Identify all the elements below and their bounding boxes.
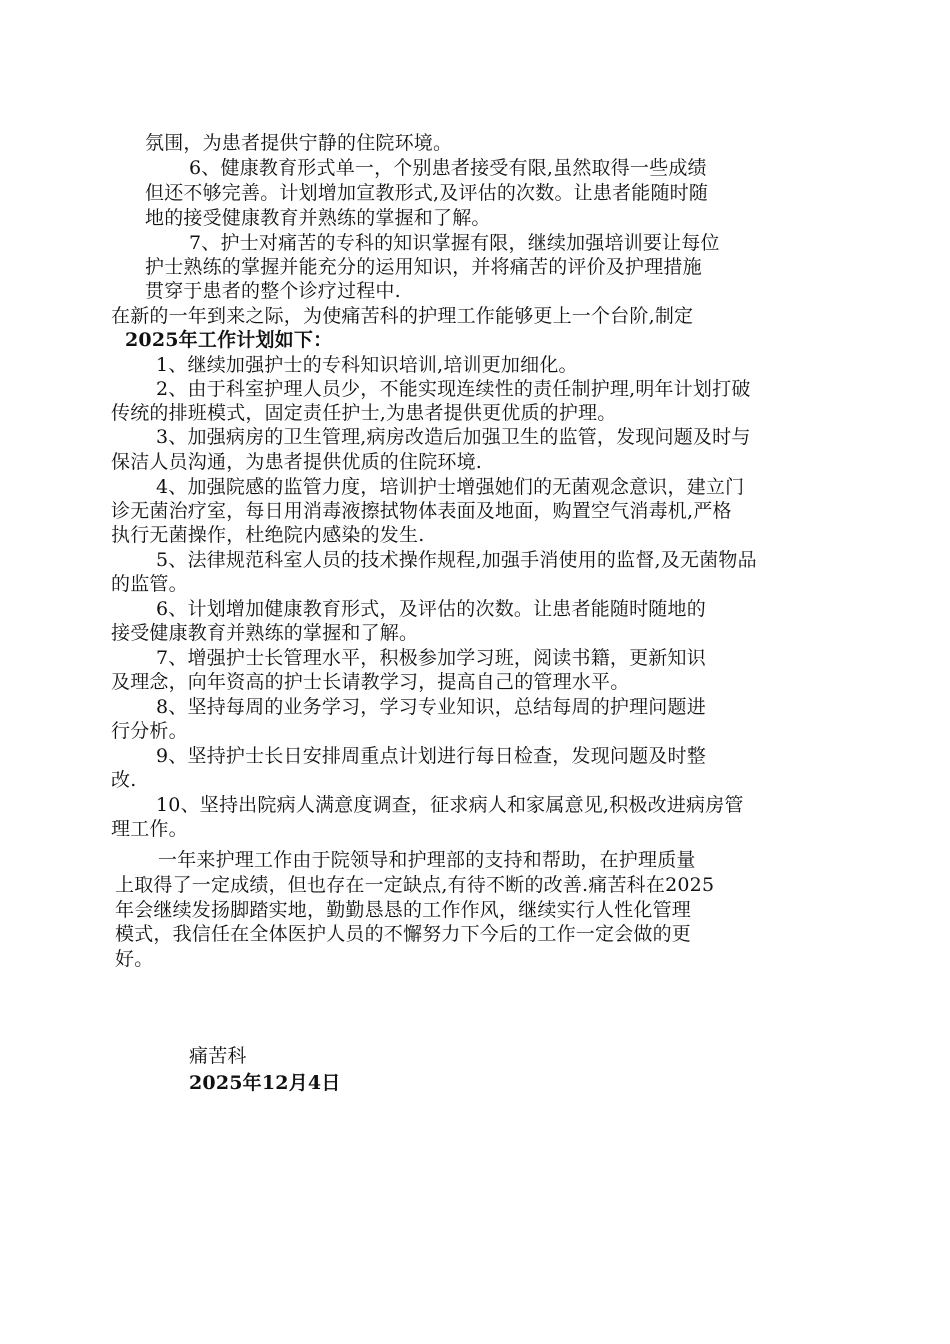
text-line: 7、护士对痛苦的专科的知识掌握有限，继续加强培训要让每位: [189, 232, 720, 254]
text-line: 的监管。: [111, 573, 188, 595]
text-line: 3、加强病房的卫生管理,病房改造后加强卫生的监管，发现问题及时与: [156, 426, 751, 448]
text-line: 10、坚持出院病人满意度调查，征求病人和家属意见,积极改进病房管: [156, 794, 744, 816]
text-line: 改.: [111, 769, 137, 791]
text-line: 7、增强护士长管理水平，积极参加学习班，阅读书籍，更新知识: [156, 647, 706, 669]
text-line: 好。: [115, 948, 154, 970]
text-line: 一年来护理工作由于院领导和护理部的支持和帮助，在护理质量: [158, 849, 696, 871]
text-line: 6、计划增加健康教育形式，及评估的次数。让患者能随时随地的: [156, 598, 706, 620]
text-line: 8、坚持每周的业务学习，学习专业知识，总结每周的护理问题进: [156, 696, 706, 718]
text-line: 及理念，向年资高的护士长请教学习，提高自己的管理水平。: [111, 671, 630, 693]
text-line: 2025年工作计划如下：: [125, 329, 333, 351]
text-line: 诊无菌治疗室，每日用消毒液擦拭物体表面及地面，购置空气消毒机,严格: [111, 500, 732, 522]
text-line: 护士熟练的掌握并能充分的运用知识，并将痛苦的评价及护理措施: [145, 256, 702, 278]
text-line: 1、继续加强护士的专科知识培训,培训更加细化。: [156, 354, 578, 376]
text-line: 上取得了一定成绩，但也存在一定缺点,有待不断的改善.痛苦科在2025: [115, 874, 715, 896]
text-line: 氛围，为患者提供宁静的住院环境。: [145, 132, 453, 154]
text-line: 传统的排班模式，固定责任护士,为患者提供更优质的护理。: [111, 402, 617, 424]
text-line: 年会继续发扬脚踏实地，勤勤恳恳的工作作风，继续实行人性化管理: [115, 899, 692, 921]
text-line: 地的接受健康教育并熟练的掌握和了解。: [145, 207, 491, 229]
text-line: 在新的一年到来之际，为使痛苦科的护理工作能够更上一个台阶,制定: [111, 305, 694, 327]
text-line: 执行无菌操作，杜绝院内感染的发生.: [111, 524, 425, 546]
text-line: 行分析。: [111, 720, 188, 742]
signature-department: 痛苦科: [189, 1045, 247, 1067]
text-line: 贯穿于患者的整个诊疗过程中.: [145, 280, 401, 302]
text-line: 但还不够完善。计划增加宣教形式,及评估的次数。让患者能随时随: [145, 182, 709, 204]
text-line: 理工作。: [111, 818, 188, 840]
text-line: 接受健康教育并熟练的掌握和了解。: [111, 622, 419, 644]
text-line: 2、由于科室护理人员少，不能实现连续性的责任制护理,明年计划打破: [156, 378, 751, 400]
text-line: 9、坚持护士长日安排周重点计划进行每日检查，发现问题及时整: [156, 745, 706, 767]
signature-date: 2025年12月4日: [189, 1072, 341, 1094]
text-line: 保洁人员沟通，为患者提供优质的住院环境.: [111, 451, 483, 473]
text-line: 5、法律规范科室人员的技术操作规程,加强手消使用的监督,及无菌物品: [156, 549, 757, 571]
text-line: 模式，我信任在全体医护人员的不懈努力下今后的工作一定会做的更: [115, 923, 692, 945]
text-line: 4、加强院感的监管力度，培训护士增强她们的无菌观念意识，建立门: [156, 476, 745, 498]
text-line: 6、健康教育形式单一，个别患者接受有限,虽然取得一些成绩: [189, 157, 707, 179]
